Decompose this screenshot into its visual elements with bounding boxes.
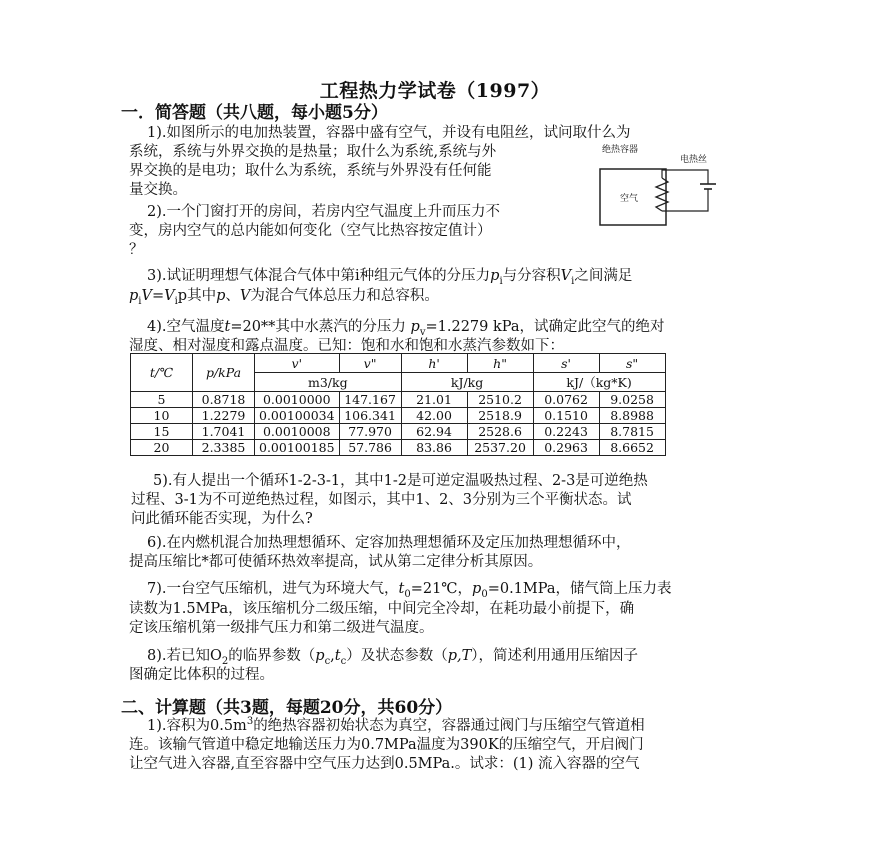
cell: 1.7041 — [193, 424, 255, 440]
cell: 0.8718 — [193, 392, 255, 408]
cell: 1.2279 — [193, 408, 255, 424]
header-h1: h' — [401, 354, 467, 373]
unit-s: kJ/（kg*K) — [533, 373, 665, 392]
label-insulated-container: 绝热容器 — [602, 145, 639, 155]
q4-line-1: 4).空气温度t=20**其中水蒸汽的分压力 $p_v=1.2279$ kPa，试确定此空气的绝对 — [147, 319, 665, 338]
cell: 0.0010000 — [255, 392, 340, 408]
cell: 2518.9 — [467, 408, 533, 424]
cell: 2510.2 — [467, 392, 533, 408]
cell: 21.01 — [401, 392, 467, 408]
c1-line-1: 1).容积为$0.5m^3$的绝热容器初始状态为真空，容器通过阀门与压缩空气管道相 — [147, 716, 645, 734]
cell: 42.00 — [401, 408, 467, 424]
q6-line-2: 提高压缩比*都可使循环热效率提高，试从第二定律分析其原因。 — [129, 554, 543, 570]
header-v1: v' — [255, 354, 340, 373]
q4-line-2: 湿度、相对湿度和露点温度。已知：饱和水和饱和水蒸汽参数如下： — [129, 338, 564, 354]
table-row — [131, 408, 666, 424]
section-1-heading: 一．简答题（共八题，每小题5分） — [121, 103, 388, 123]
cell: 0.2963 — [533, 440, 599, 456]
cell: 15 — [131, 424, 193, 440]
label-air: 空气 — [620, 194, 639, 204]
q6-line-1: 6).在内燃机混合加热理想循环、定容加热理想循环及定压加热理想循环中， — [147, 535, 631, 551]
cell: 8.6652 — [599, 440, 665, 456]
q1-line-1: 1).如图所示的电加热装置，容器中盛有空气，并设有电阻丝，试问取什么为 — [147, 125, 631, 141]
header-p: p/kPa — [193, 354, 255, 392]
q2-line-1: 2).一个门窗打开的房间，若房内空气温度上升而压力不 — [147, 204, 500, 220]
header-v2: v" — [339, 354, 401, 373]
cell: 0.1510 — [533, 408, 599, 424]
c1-line-2: 连。该输气管道中稳定地输送压力为0.7MPa温度为390K的压缩空气，开启阀门 — [129, 737, 644, 753]
q3-line-2: $p_iV=V_ip$其中p、V为混合气体总压力和总容积。 — [129, 288, 439, 307]
q5-line-3: 问此循环能否实现，为什么? — [131, 511, 313, 527]
table-row — [131, 392, 666, 408]
cell: 10 — [131, 408, 193, 424]
q7-line-3: 定该压缩机第一级排气压力和第二级进气温度。 — [129, 620, 434, 636]
cell: 2537.20 — [467, 440, 533, 456]
unit-h: kJ/kg — [401, 373, 533, 392]
table-row — [131, 424, 666, 440]
q7-line-1: 7).一台空气压缩机，进气为环境大气，$t_0=21℃$，$p_0=0.1MPa$，储气筒上压力表 — [147, 581, 672, 600]
header-h2: h" — [467, 354, 533, 373]
steam-table — [130, 353, 666, 456]
c1-line-3: 让空气进入容器,直至容器中空气压力达到0.5MPa.。试求：(1) 流入容器的空气 — [129, 756, 640, 772]
label-heating-wire: 电热丝 — [680, 155, 708, 165]
q7-line-2: 读数为1.5MPa，该压缩机分二级压缩，中间完全冷却，在耗功最小前提下，确 — [129, 601, 635, 617]
unit-v: m3/kg — [255, 373, 402, 392]
q1-line-4: 量交换。 — [129, 182, 187, 198]
header-t: t/℃ — [131, 354, 193, 392]
cell: 0.0762 — [533, 392, 599, 408]
q5-line-1: 5).有人提出一个循环1-2-3-1，其中1-2是可逆定温吸热过程、2-3是可逆绝热 — [153, 473, 648, 489]
cell: 106.341 — [339, 408, 401, 424]
cell: 5 — [131, 392, 193, 408]
cell: 62.94 — [401, 424, 467, 440]
page-title: 工程热力学试卷（1997） — [319, 80, 551, 102]
cell: 2.3385 — [193, 440, 255, 456]
cell: 20 — [131, 440, 193, 456]
cell: 2528.6 — [467, 424, 533, 440]
q1-line-3: 界交换的是电功；取什么为系统，系统与外界没有任何能 — [129, 163, 492, 179]
cell: 0.0010008 — [255, 424, 340, 440]
cell: 8.8988 — [599, 408, 665, 424]
steam-table-wrap — [130, 353, 666, 456]
cell: 9.0258 — [599, 392, 665, 408]
q3-line-1: 3).试证明理想气体混合气体中第i种组元气体的分压力$p_i$与分容积$V_i$之间满足 — [147, 268, 633, 287]
q5-line-2: 过程、3-1为不可逆绝热过程，如图示，其中1、2、3分别为三个平衡状态。试 — [131, 492, 632, 508]
table-header-row — [131, 354, 666, 373]
cell: 0.00100185 — [255, 440, 340, 456]
cell: 83.86 — [401, 440, 467, 456]
cell: 0.00100034 — [255, 408, 340, 424]
table-row — [131, 440, 666, 456]
q2-line-2: 变，房内空气的总内能如何变化（空气比热容按定值计） — [129, 223, 492, 239]
cell: 147.167 — [339, 392, 401, 408]
q8-line-2: 图确定比体积的过程。 — [129, 667, 274, 683]
electric-heater-figure — [596, 144, 726, 234]
header-s1: s' — [533, 354, 599, 373]
cell: 77.970 — [339, 424, 401, 440]
cell: 8.7815 — [599, 424, 665, 440]
q1-line-2: 系统，系统与外界交换的是热量；取什么为系统,系统与外 — [129, 144, 497, 160]
cell: 57.786 — [339, 440, 401, 456]
q2-line-3: ？ — [129, 242, 144, 258]
cell: 0.2243 — [533, 424, 599, 440]
header-s2: s" — [599, 354, 665, 373]
section-2-heading: 二、计算题（共3题，每题20分，共60分） — [121, 698, 453, 718]
q8-line-1: 8).若已知$O_2$的临界参数$(p_c,t_c)$及状态参数（p,T），简述利用通用压缩因子 — [147, 648, 639, 667]
